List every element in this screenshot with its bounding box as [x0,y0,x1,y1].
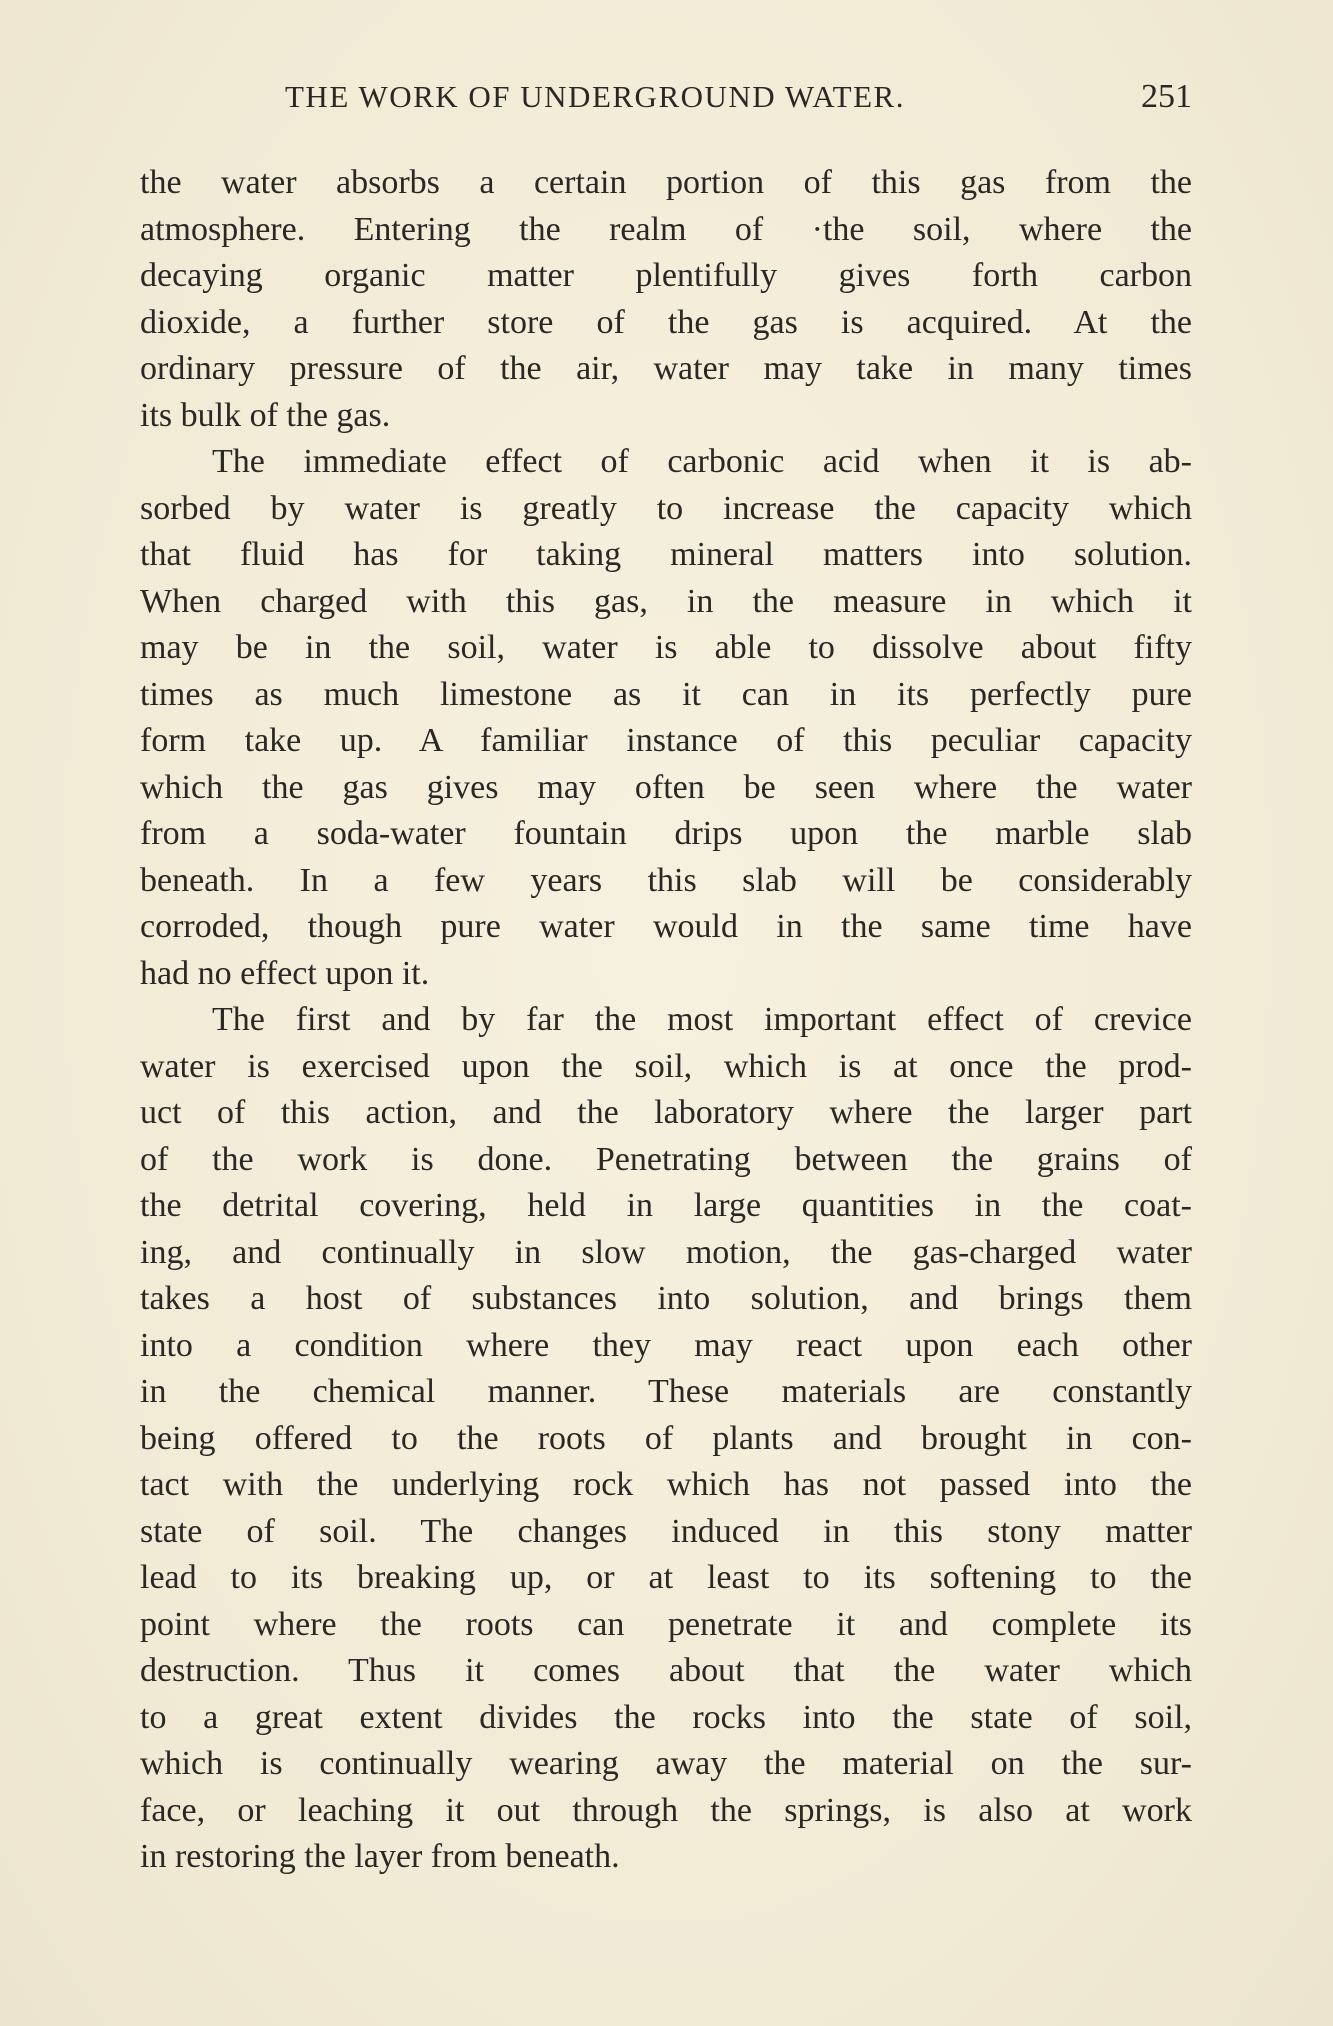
running-title: THE WORK OF UNDERGROUND WATER. [285,79,905,114]
text-line: of the work is done. Penetrating between the grains of [140,1140,1192,1178]
text-line: into a condition where they may react upon each other [140,1326,1192,1364]
body-text [140,160,1192,1881]
text-line: the detrital covering, held in large quantities in the coat- [140,1187,1192,1224]
page-number: 251 [1141,78,1192,115]
text-line: dioxide, a further store of the gas is acquired. At the [140,303,1192,341]
text-line: times as much limestone as it can in its perfectly pure [140,675,1192,713]
text-line: may be in the soil, water is able to dissolve about fifty [140,629,1192,666]
text-line: which is continually wearing away the material on the sur- [140,1745,1192,1782]
text-line: the water absorbs a certain portion of this gas from the [140,164,1192,201]
text-line: to a great extent divides the rocks into the state of soil, [140,1698,1192,1736]
text-line: water is exercised upon the soil, which is at once the prod- [140,1047,1192,1085]
text-line: state of soil. The changes induced in this stony matter [140,1512,1192,1550]
text-line: had no effect upon it. [140,954,430,992]
text-line: ing, and continually in slow motion, the gas-charged water [140,1233,1192,1271]
text-line: which the gas gives may often be seen where the water [140,768,1192,806]
text-line: from a soda-water fountain drips upon the marble slab [140,815,1192,852]
text-line: corroded, though pure water would in the same time have [140,908,1192,945]
page-header [140,72,1192,122]
text-line: ordinary pressure of the air, water may take in many times [140,350,1192,387]
text-line: sorbed by water is greatly to increase the capacity which [140,489,1192,527]
text-line: being offered to the roots of plants and brought in con- [140,1419,1192,1457]
text-line: that fluid has for taking mineral matters into solution. [140,536,1192,573]
text-line: point where the roots can penetrate it and complete its [140,1605,1192,1643]
text-line: its bulk of the gas. [140,396,391,434]
text-line: atmosphere. Entering the realm of ·the soil, where the [140,210,1192,248]
text-line: in the chemical manner. These materials are constantly [140,1373,1192,1410]
text-line: destruction. Thus it comes about that the water which [140,1652,1192,1689]
paragraph [140,997,1192,1881]
text-line: beneath. In a few years this slab will be considerably [140,861,1192,899]
text-line: face, or leaching it out through the springs, is also at work [140,1791,1192,1829]
text-line: uct of this action, and the laboratory where the larger part [140,1094,1192,1131]
paragraph [140,439,1192,997]
text-line: takes a host of substances into solution, and brings them [140,1280,1192,1317]
text-line: in restoring the layer from beneath. [140,1838,620,1875]
text-line: lead to its breaking up, or at least to its softening to the [140,1559,1192,1596]
text-line: When charged with this gas, in the measure in which it [140,582,1192,620]
text-line: The immediate effect of carbonic acid when it is ab- [212,443,1192,480]
text-line: form take up. A familiar instance of this peculiar capacity [140,722,1192,759]
text-line: decaying organic matter plentifully gives forth carbon [140,257,1192,294]
text-line: The first and by far the most important effect of crevice [212,1001,1192,1038]
text-line: tact with the underlying rock which has not passed into the [140,1466,1192,1503]
paragraph [140,160,1192,439]
